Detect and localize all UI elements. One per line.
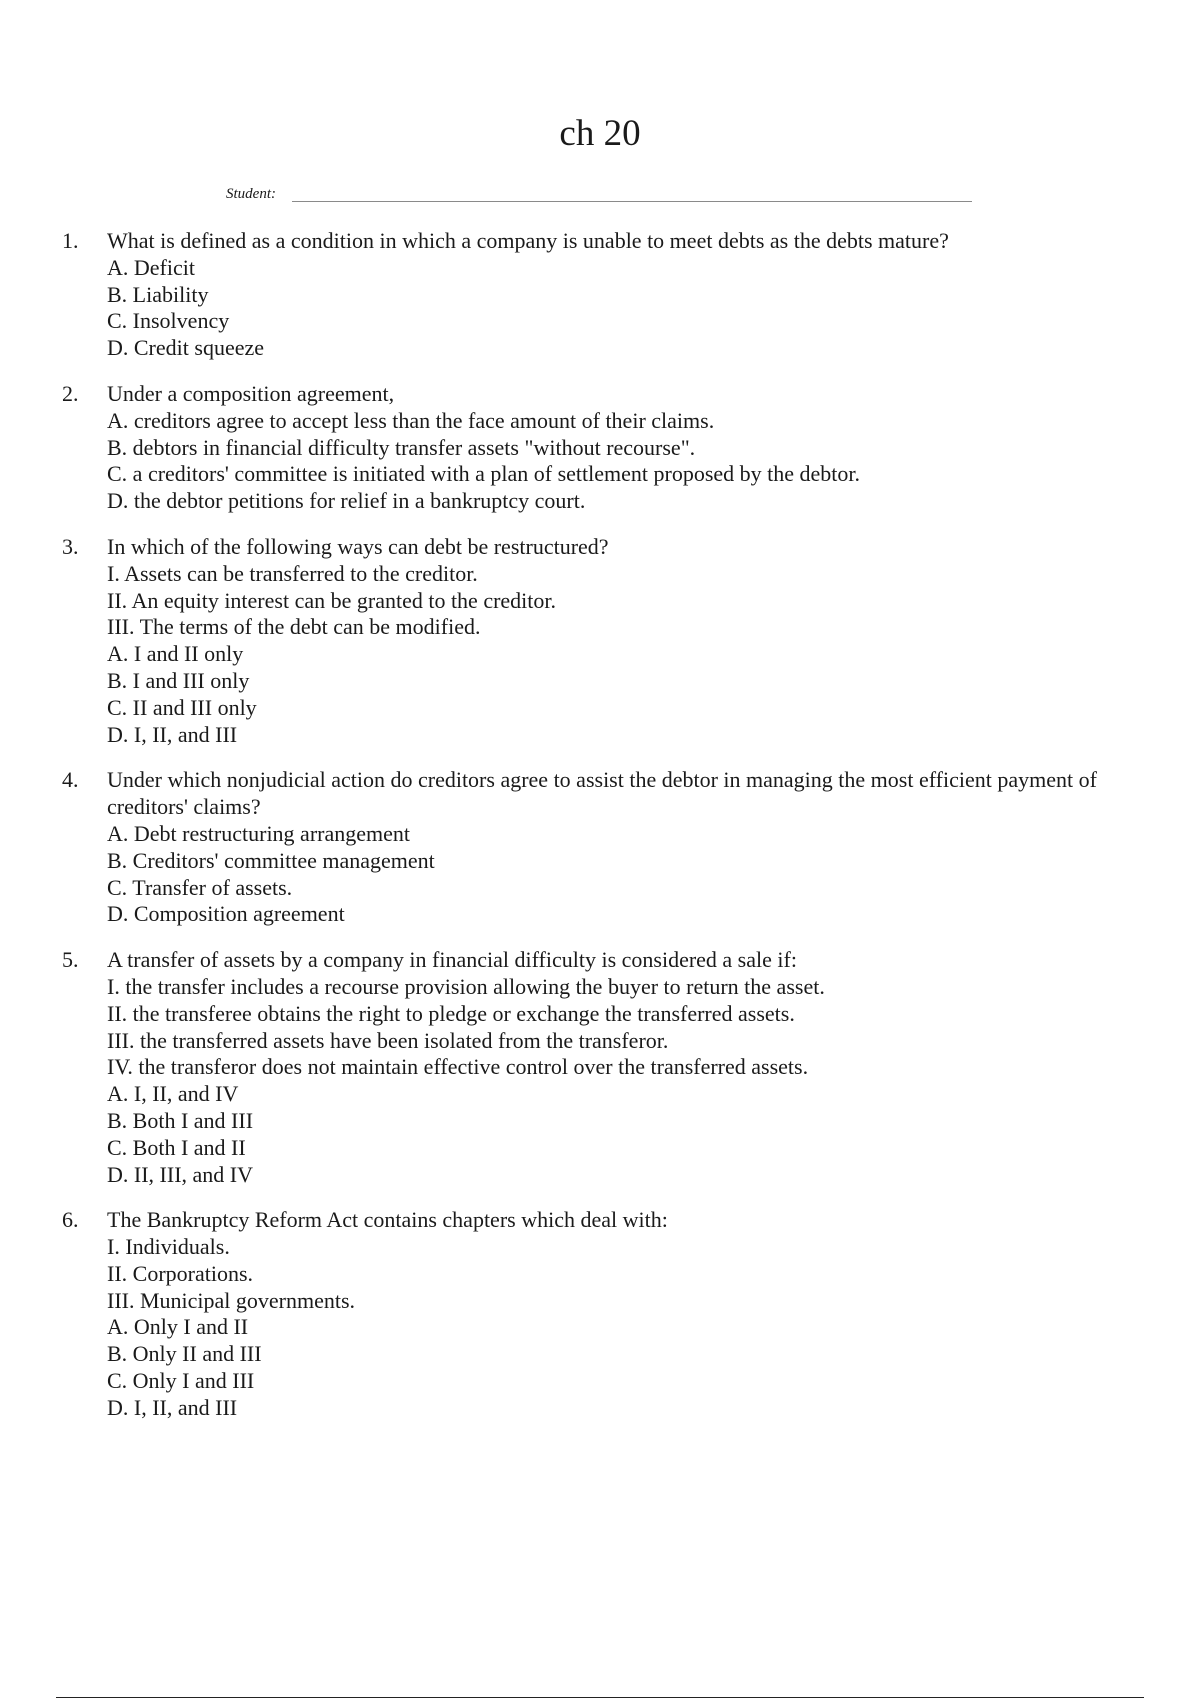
question-list (0, 228, 1200, 1441)
question-body (107, 381, 1107, 515)
question-number: 1. (62, 228, 79, 253)
answer-option: B. Both I and III (107, 1107, 254, 1133)
answer-option: C. II and III only (107, 694, 257, 720)
question-statement: I. Assets can be transferred to the creditor. (107, 560, 478, 586)
answer-option: B. Only II and III (107, 1341, 262, 1367)
answer-option: A. creditors agree to accept less than the face amount of their claims. (107, 407, 715, 433)
question-number: 4. (62, 767, 79, 793)
answer-option: D. II, III, and IV (107, 1161, 253, 1187)
question-number: 2. (62, 380, 79, 406)
question-stem: The Bankruptcy Reform Act contains chapters which deal with: (107, 1207, 668, 1233)
question-stem: Under a composition agreement, (107, 380, 395, 406)
question-statement: I. Individuals. (107, 1234, 230, 1260)
question-statement: III. Municipal governments. (107, 1287, 356, 1313)
answer-option: C. Both I and II (107, 1134, 246, 1160)
answer-option: C. Transfer of assets. (107, 874, 293, 900)
question-stem: Under which nonjudicial action do creditors agree to assist the debtor in managing the most efficient payment of creditors' claims? (107, 767, 1097, 820)
question-item (0, 228, 1200, 362)
question-body (107, 1207, 1107, 1421)
answer-option: D. Credit squeeze (107, 335, 264, 361)
question-statement: II. Corporations. (107, 1260, 254, 1286)
answer-option: A. Only I and II (107, 1314, 249, 1340)
answer-option: D. I, II, and III (107, 721, 238, 747)
question-statement: II. the transferee obtains the right to pledge or exchange the transferred assets. (107, 1000, 795, 1026)
answer-option: C. Only I and III (107, 1368, 255, 1394)
answer-option: A. I and II only (107, 641, 244, 667)
answer-option: A. Debt restructuring arrangement (107, 820, 410, 846)
question-item (0, 767, 1200, 928)
question-item (0, 947, 1200, 1188)
answer-option: D. Composition agreement (107, 901, 345, 927)
question-stem: In which of the following ways can debt be restructured? (107, 533, 609, 559)
question-statement: III. The terms of the debt can be modified. (107, 614, 481, 640)
question-item (0, 381, 1200, 515)
question-number: 5. (62, 947, 79, 973)
question-statement: II. An equity interest can be granted to the creditor. (107, 587, 557, 613)
answer-option: A. Deficit (107, 254, 195, 280)
answer-option: A. I, II, and IV (107, 1081, 239, 1107)
student-label: Student: (226, 186, 276, 202)
answer-option: D. the debtor petitions for relief in a bankruptcy court. (107, 488, 586, 514)
question-stem: What is defined as a condition in which a company is unable to meet debts as the debts mature? (107, 228, 949, 253)
question-stem: A transfer of assets by a company in financial difficulty is considered a sale if: (107, 947, 797, 973)
question-body (107, 947, 1107, 1188)
page-title: ch 20 (559, 113, 641, 154)
answer-option: B. debtors in financial difficulty transfer assets "without recourse". (107, 434, 696, 460)
question-body (107, 228, 1107, 362)
question-body (107, 534, 1107, 748)
footer-rule (56, 1697, 1144, 1698)
student-field[interactable] (226, 184, 974, 204)
question-number: 6. (62, 1207, 79, 1233)
answer-option: D. I, II, and III (107, 1394, 238, 1420)
question-item (0, 1207, 1200, 1421)
answer-option: C. a creditors' committee is initiated with a plan of settlement proposed by the debtor. (107, 461, 861, 487)
student-name-line[interactable] (292, 201, 972, 202)
question-statement: III. the transferred assets have been isolated from the transferor. (107, 1027, 669, 1053)
answer-option: C. Insolvency (107, 308, 230, 334)
answer-option: B. Liability (107, 281, 209, 307)
question-statement: IV. the transferor does not maintain effective control over the transferred assets. (107, 1054, 809, 1080)
question-body (107, 767, 1107, 928)
question-number: 3. (62, 533, 79, 559)
answer-option: B. Creditors' committee management (107, 847, 435, 873)
answer-option: B. I and III only (107, 667, 250, 693)
question-item (0, 534, 1200, 748)
question-statement: I. the transfer includes a recourse provision allowing the buyer to return the asset. (107, 973, 825, 999)
